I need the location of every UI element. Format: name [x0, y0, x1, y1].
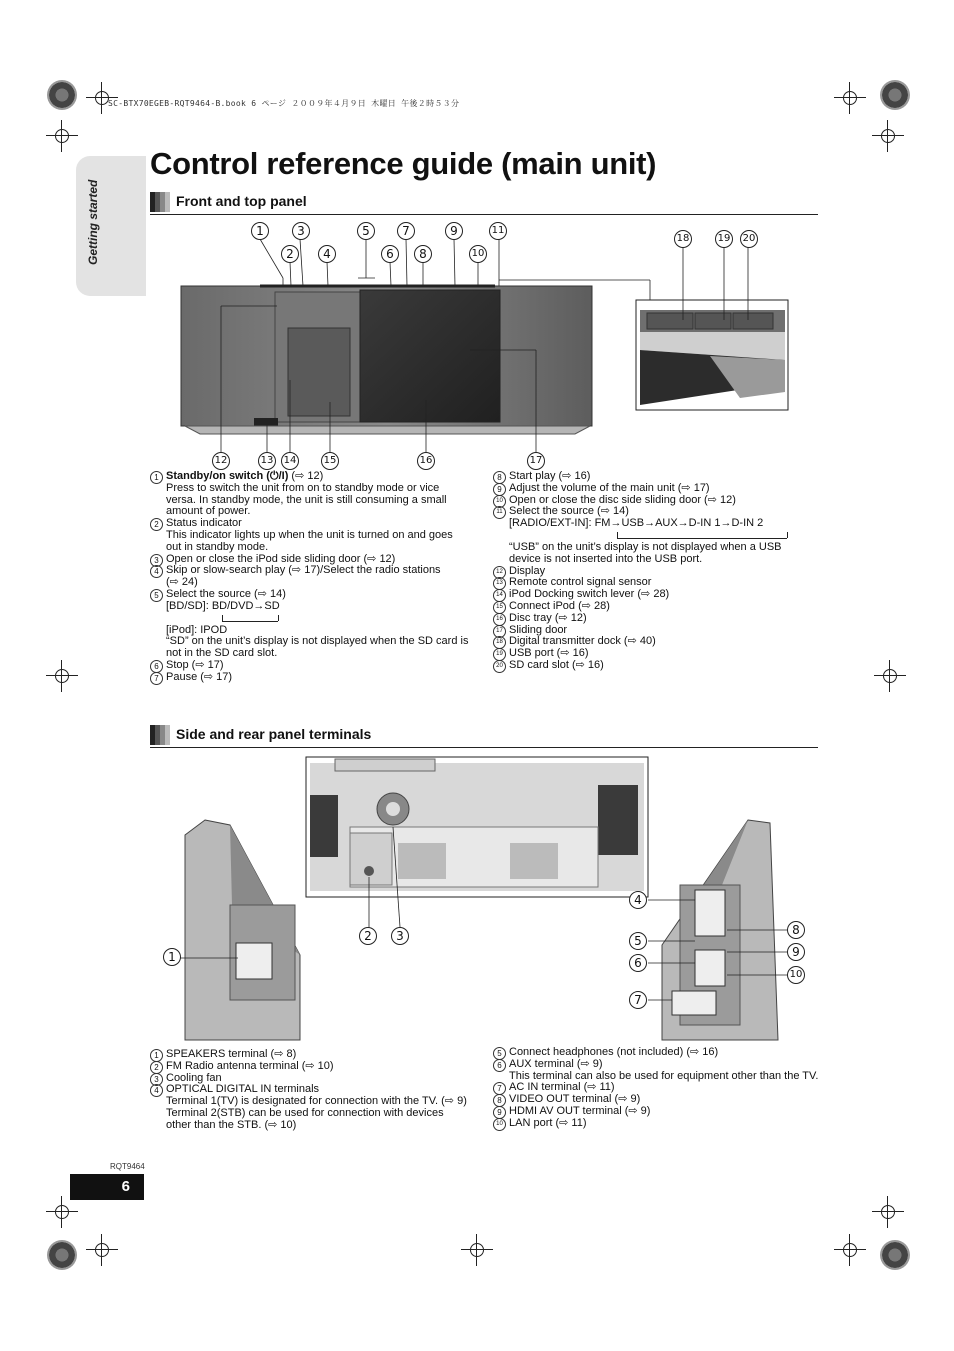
item-text: OPTICAL DIGITAL IN terminals	[166, 1083, 320, 1096]
item-text: Connect iPod (⇨ 28)	[509, 599, 610, 612]
item-number: 4	[150, 1084, 163, 1097]
item-text: USB port (⇨ 16)	[509, 647, 589, 660]
list-item	[150, 518, 480, 553]
callout-12: 12	[212, 452, 230, 470]
registration-dot-top-left	[47, 80, 77, 110]
item-line: amount of power.	[166, 505, 251, 518]
front-list-right	[493, 471, 819, 672]
section-title: Side and rear panel terminals	[176, 726, 372, 742]
registration-mark	[46, 660, 78, 692]
item-line: device is not inserted into the USB port.	[509, 552, 703, 565]
list-item	[493, 506, 819, 565]
registration-mark	[872, 120, 904, 152]
item-number: 9	[493, 1106, 506, 1119]
item-number: 1	[150, 1049, 163, 1062]
item-text: Disc tray (⇨ 12)	[509, 611, 587, 624]
item-line: [iPod]: IPOD	[166, 623, 228, 636]
item-line: not in the SD card slot.	[166, 647, 278, 660]
registration-mark	[46, 1196, 78, 1228]
list-item	[493, 1118, 819, 1130]
section-title: Front and top panel	[176, 193, 307, 209]
item-text: Remote control signal sensor	[509, 576, 652, 589]
item-number: 6	[493, 1059, 506, 1072]
item-text: SD card slot (⇨ 16)	[509, 658, 604, 671]
item-text: Cooling fan	[166, 1071, 222, 1084]
item-number: 14	[493, 589, 506, 602]
item-number: 19	[493, 648, 506, 661]
callout-4: 4	[318, 245, 336, 263]
callout-10: 10	[469, 245, 487, 263]
list-item	[493, 1059, 819, 1083]
registration-mark	[834, 82, 866, 114]
page-number: 6	[70, 1174, 144, 1200]
item-number: 3	[150, 1073, 163, 1086]
item-number: 8	[493, 471, 506, 484]
document-code: RQT9464	[110, 1162, 145, 1171]
callout-18: 18	[674, 230, 692, 248]
item-number: 15	[493, 601, 506, 614]
item-text: (⇨ 12)	[288, 470, 324, 482]
rear-callout-1: 1	[163, 948, 181, 966]
item-number: 8	[493, 1094, 506, 1107]
item-text: SPEAKERS terminal (⇨ 8)	[166, 1048, 297, 1060]
item-number: 3	[150, 554, 163, 567]
item-number: 7	[150, 672, 163, 685]
item-line: [RADIO/EXT-IN]: FM→USB→AUX→D-IN 1→D-IN 2	[509, 517, 764, 530]
item-number: 10	[493, 1118, 506, 1131]
list-item	[150, 565, 480, 589]
item-number: 2	[150, 518, 163, 531]
rear-callout-8: 8	[787, 921, 805, 939]
item-label: Standby/on switch (⏻/I)	[166, 470, 289, 482]
rear-callout-4: 4	[629, 891, 647, 909]
rear-callout-9: 9	[787, 943, 805, 961]
list-item	[150, 672, 480, 684]
item-number: 1	[150, 471, 163, 484]
item-number: 4	[150, 565, 163, 578]
registration-mark	[834, 1234, 866, 1266]
item-number: 16	[493, 613, 506, 626]
rear-callout-5: 5	[629, 932, 647, 950]
item-text: Select the source (⇨ 14)	[509, 505, 629, 518]
section-front-top	[150, 190, 818, 215]
rear-list-left	[150, 1049, 480, 1132]
registration-mark	[86, 1234, 118, 1266]
item-line: “USB” on the unit’s display is not displayed when a USB	[509, 540, 782, 553]
section-side-rear	[150, 723, 818, 748]
item-line: out in standby mode.	[166, 540, 269, 553]
item-text: VIDEO OUT terminal (⇨ 9)	[509, 1093, 641, 1106]
callout-9: 9	[445, 222, 463, 240]
item-line: other than the STB. (⇨ 10)	[166, 1118, 297, 1131]
item-text: Open or close the disc side sliding door (⇨ 12)	[509, 493, 736, 506]
item-line: This terminal can also be used for equipment other than the TV.	[509, 1069, 819, 1082]
list-item	[150, 471, 480, 518]
item-text: Display	[509, 564, 546, 577]
item-text: FM Radio antenna terminal (⇨ 10)	[166, 1059, 334, 1072]
item-text: Select the source (⇨ 14)	[166, 587, 286, 600]
side-tab-label: Getting started	[86, 179, 100, 265]
page-title: Control reference guide (main unit)	[150, 146, 657, 181]
rear-callout-3: 3	[391, 927, 409, 945]
callout-1: 1	[251, 222, 269, 240]
item-text: Pause (⇨ 17)	[166, 670, 233, 683]
section-bar-icon	[150, 725, 170, 745]
item-text: Connect headphones (not included) (⇨ 16)	[509, 1046, 719, 1058]
callout-6: 6	[381, 245, 399, 263]
rear-callout-7: 7	[629, 991, 647, 1009]
item-number: 5	[493, 1047, 506, 1060]
item-line: “SD” on the unit’s display is not displayed when the SD card is	[166, 635, 469, 648]
item-line: [BD/SD]: BD/DVD→SD	[166, 599, 280, 612]
list-item	[150, 589, 480, 660]
rear-unit-illustration	[150, 755, 820, 1045]
item-number: 5	[150, 589, 163, 602]
item-text: LAN port (⇨ 11)	[509, 1116, 587, 1129]
item-text: Digital transmitter dock (⇨ 40)	[509, 635, 656, 648]
item-number: 7	[493, 1082, 506, 1095]
item-text: AUX terminal (⇨ 9)	[509, 1057, 603, 1070]
item-number: 17	[493, 625, 506, 638]
rear-callout-2: 2	[359, 927, 377, 945]
item-line: Terminal 1(TV) is designated for connection with the TV. (⇨ 9)	[166, 1095, 467, 1108]
registration-mark	[872, 1196, 904, 1228]
loop-arrow	[509, 530, 819, 542]
item-text: HDMI AV OUT terminal (⇨ 9)	[509, 1104, 651, 1117]
item-text: Status indicator	[166, 517, 242, 530]
section-bar-icon	[150, 192, 170, 212]
item-line: Terminal 2(STB) can be used for connection with devices	[166, 1106, 444, 1119]
item-number: 20	[493, 660, 506, 673]
item-line: Press to switch the unit from on to standby mode or vice	[166, 481, 440, 494]
item-line: versa. In standby mode, the unit is still consuming a small	[166, 493, 447, 506]
callout-16: 16	[417, 452, 435, 470]
item-number: 11	[493, 506, 506, 519]
callout-3: 3	[292, 222, 310, 240]
item-text: Sliding door	[509, 623, 568, 636]
registration-mark	[46, 120, 78, 152]
callout-11: 11	[489, 222, 507, 240]
item-text: AC IN terminal (⇨ 11)	[509, 1081, 615, 1094]
item-text: Open or close the iPod side sliding door (⇨ 12)	[166, 552, 396, 565]
callout-7: 7	[397, 222, 415, 240]
registration-dot-bottom-right	[880, 1240, 910, 1270]
rear-callout-6: 6	[629, 954, 647, 972]
callout-17: 17	[527, 452, 545, 470]
item-number: 10	[493, 495, 506, 508]
list-item	[150, 1084, 480, 1131]
item-text: Stop (⇨ 17)	[166, 658, 224, 671]
callout-5: 5	[357, 222, 375, 240]
callout-20: 20	[740, 230, 758, 248]
item-number: 18	[493, 636, 506, 649]
loop-arrow	[166, 613, 480, 625]
item-number: 2	[150, 1061, 163, 1074]
callout-13: 13	[258, 452, 276, 470]
callout-14: 14	[281, 452, 299, 470]
callout-19: 19	[715, 230, 733, 248]
item-line: (⇨ 24)	[166, 576, 198, 589]
item-number: 12	[493, 566, 506, 579]
callout-2: 2	[281, 245, 299, 263]
item-number: 9	[493, 483, 506, 496]
callout-8: 8	[414, 245, 432, 263]
rear-callout-10: 10	[787, 966, 805, 984]
item-text: iPod Docking switch lever (⇨ 28)	[509, 588, 670, 601]
print-header-line: SC-BTX70EGEB-RQT9464-B.book 6 ページ ２００９年４月９日 木曜日 午後２時５３分	[108, 99, 460, 108]
callout-15: 15	[321, 452, 339, 470]
item-text: Start play (⇨ 16)	[509, 470, 591, 482]
item-line: This indicator lights up when the unit is turned on and goes	[166, 528, 453, 541]
item-text: Skip or slow-search play (⇨ 17)/Select the radio stations	[166, 564, 441, 577]
item-number: 13	[493, 577, 506, 590]
front-list-left	[150, 471, 480, 684]
registration-dot-bottom-left	[47, 1240, 77, 1270]
registration-mark	[874, 660, 906, 692]
rear-list-right	[493, 1047, 819, 1130]
item-text: Adjust the volume of the main unit (⇨ 17)	[509, 481, 710, 494]
list-item	[493, 660, 819, 672]
registration-mark	[461, 1234, 493, 1266]
item-number: 6	[150, 660, 163, 673]
registration-dot-top-right	[880, 80, 910, 110]
